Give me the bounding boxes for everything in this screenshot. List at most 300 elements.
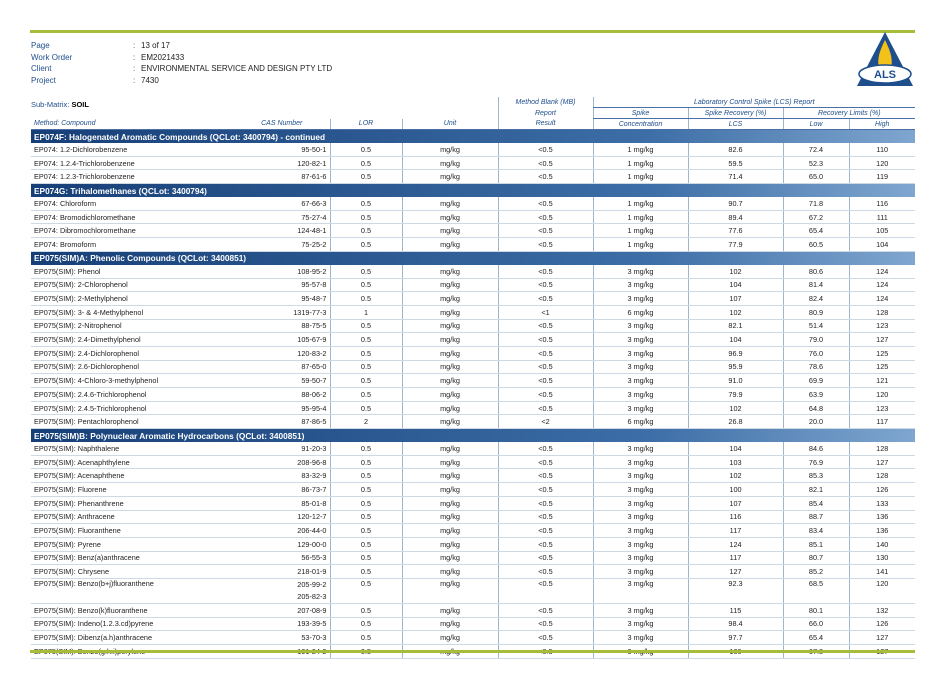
compound-cell: EP075(SIM): Phenanthrene xyxy=(31,496,234,510)
section-header xyxy=(31,429,915,443)
compound-cell: EP075(SIM): 2-Methylphenol xyxy=(31,292,234,306)
lor-cell: 0.5 xyxy=(330,578,402,603)
lcs-cell: 96.9 xyxy=(688,346,783,360)
cas-number-cell: 108-95-2 xyxy=(234,265,330,278)
high-cell: 120 xyxy=(849,578,915,603)
unit-cell: mg/kg xyxy=(402,401,498,415)
low-cell: 20.0 xyxy=(783,415,849,429)
table-row xyxy=(31,197,915,210)
high-cell: 111 xyxy=(849,210,915,224)
low-cell: 64.8 xyxy=(783,401,849,415)
table-row xyxy=(31,265,915,278)
compound-cell: EP075(SIM): 2.4-Dichlorophenol xyxy=(31,346,234,360)
lor-cell: 0.5 xyxy=(330,631,402,645)
lcs-cell: 104 xyxy=(688,333,783,347)
lor-cell: 0.5 xyxy=(330,265,402,278)
lcs-cell: 117 xyxy=(688,551,783,565)
result-cell: <0.5 xyxy=(498,578,593,603)
unit-cell: mg/kg xyxy=(402,319,498,333)
table-row xyxy=(31,143,915,156)
compound-cell: EP075(SIM): Naphthalene xyxy=(31,442,234,455)
low-cell: 85.4 xyxy=(783,496,849,510)
table-row xyxy=(31,455,915,469)
result-cell: <0.5 xyxy=(498,442,593,455)
concentration-cell: 3 mg/kg xyxy=(593,265,688,278)
unit-cell: mg/kg xyxy=(402,278,498,292)
lor-cell: 0.5 xyxy=(330,170,402,184)
work-order-value: EM2021433 xyxy=(141,52,185,62)
lor-cell: 0.5 xyxy=(330,401,402,415)
compound-cell: EP075(SIM): Indeno(1.2.3.cd)pyrene xyxy=(31,617,234,631)
concentration-cell: 3 mg/kg xyxy=(593,401,688,415)
low-cell: 72.4 xyxy=(783,143,849,156)
concentration-cell: 6 mg/kg xyxy=(593,415,688,429)
table-row xyxy=(31,578,915,603)
cas-number-cell: 75-27-4 xyxy=(234,210,330,224)
high-cell: 136 xyxy=(849,510,915,524)
high-cell: 128 xyxy=(849,469,915,483)
high-cell: 119 xyxy=(849,170,915,184)
table-row xyxy=(31,603,915,617)
cas-number-cell: 218-01-9 xyxy=(234,565,330,579)
lor-cell: 0.5 xyxy=(330,483,402,497)
project-label: Project xyxy=(31,76,56,86)
compound-cell: EP075(SIM): Phenol xyxy=(31,265,234,278)
lor-cell: 0.5 xyxy=(330,496,402,510)
result-cell: <0.5 xyxy=(498,224,593,238)
compound-cell: EP075(SIM): 3- & 4-Methylphenol xyxy=(31,305,234,319)
concentration-cell: 3 mg/kg xyxy=(593,603,688,617)
high-cell: 121 xyxy=(849,374,915,388)
cas-number-cell: 205-99-2 205-82-3 xyxy=(234,578,330,603)
logo-text: ALS xyxy=(874,69,896,81)
low-cell: 76.0 xyxy=(783,346,849,360)
high-col-header: High xyxy=(849,119,915,130)
unit-cell: mg/kg xyxy=(402,388,498,402)
table-row xyxy=(31,319,915,333)
compound-cell: EP074: Bromodichloromethane xyxy=(31,210,234,224)
unit-cell: mg/kg xyxy=(402,469,498,483)
compound-cell: EP075(SIM): 4-Chloro-3-methylphenol xyxy=(31,374,234,388)
als-logo xyxy=(855,30,915,88)
result-cell: <1 xyxy=(498,305,593,319)
high-cell: 128 xyxy=(849,305,915,319)
lor-cell: 0.5 xyxy=(330,603,402,617)
lcs-cell: 107 xyxy=(688,496,783,510)
result-cell: <0.5 xyxy=(498,197,593,210)
unit-cell: mg/kg xyxy=(402,483,498,497)
result-cell: <0.5 xyxy=(498,238,593,252)
lcs-cell: 104 xyxy=(688,278,783,292)
high-cell: 127 xyxy=(849,333,915,347)
lcs-cell: 95.9 xyxy=(688,360,783,374)
result-cell: <0.5 xyxy=(498,455,593,469)
concentration-cell: 3 mg/kg xyxy=(593,565,688,579)
cas-number-cell: 120-83-2 xyxy=(234,346,330,360)
table-row xyxy=(31,156,915,170)
compound-cell: EP075(SIM): Chrysene xyxy=(31,565,234,579)
result-cell: <0.5 xyxy=(498,143,593,156)
low-cell: 76.9 xyxy=(783,455,849,469)
low-cell: 68.5 xyxy=(783,578,849,603)
recovery-limits-heading: Recovery Limits (%) xyxy=(783,108,915,119)
lcs-cell: 116 xyxy=(688,510,783,524)
table-row xyxy=(31,537,915,551)
lor-cell: 0.5 xyxy=(330,346,402,360)
unit-cell: mg/kg xyxy=(402,360,498,374)
cas-number-cell: 120-12-7 xyxy=(234,510,330,524)
unit-cell: mg/kg xyxy=(402,524,498,538)
client-label: Client xyxy=(31,64,52,74)
concentration-cell: 3 mg/kg xyxy=(593,524,688,538)
cas-number-cell: 193-39-5 xyxy=(234,617,330,631)
cas-number-cell: 91-20-3 xyxy=(234,442,330,455)
compound-cell: EP075(SIM): 2-Nitrophenol xyxy=(31,319,234,333)
high-cell: 128 xyxy=(849,442,915,455)
cas-number-cell: 87-61-6 xyxy=(234,170,330,184)
spike-recovery-heading: Spike Recovery (%) xyxy=(688,108,783,119)
low-cell: 85.2 xyxy=(783,565,849,579)
high-cell: 136 xyxy=(849,524,915,538)
table-row xyxy=(31,524,915,538)
unit-cell: mg/kg xyxy=(402,415,498,429)
result-cell: <0.5 xyxy=(498,278,593,292)
table-row xyxy=(31,278,915,292)
result-cell: <0.5 xyxy=(498,374,593,388)
lcs-cell: 115 xyxy=(688,603,783,617)
cas-number-cell: 87-86-5 xyxy=(234,415,330,429)
unit-cell: mg/kg xyxy=(402,496,498,510)
compound-cell: EP074: 1.2.4-Trichlorobenzene xyxy=(31,156,234,170)
cas-number-cell: 85-01-8 xyxy=(234,496,330,510)
high-cell: 120 xyxy=(849,156,915,170)
lcs-cell: 26.8 xyxy=(688,415,783,429)
lor-cell: 0.5 xyxy=(330,319,402,333)
low-cell: 80.6 xyxy=(783,265,849,278)
compound-cell: EP075(SIM): 2.4.5-Trichlorophenol xyxy=(31,401,234,415)
table-row xyxy=(31,401,915,415)
result-cell: <0.5 xyxy=(498,603,593,617)
low-cell: 67.2 xyxy=(783,210,849,224)
lor-cell: 0.5 xyxy=(330,360,402,374)
result-cell: <0.5 xyxy=(498,469,593,483)
compound-cell: EP075(SIM): Benz(a)anthracene xyxy=(31,551,234,565)
low-cell: 80.9 xyxy=(783,305,849,319)
low-cell: 82.1 xyxy=(783,483,849,497)
concentration-cell: 1 mg/kg xyxy=(593,197,688,210)
concentration-cell: 1 mg/kg xyxy=(593,170,688,184)
table-row xyxy=(31,617,915,631)
table-row xyxy=(31,388,915,402)
section-header xyxy=(31,184,915,198)
lcs-cell: 77.9 xyxy=(688,238,783,252)
cas-number-cell: 95-48-7 xyxy=(234,292,330,306)
unit-cell: mg/kg xyxy=(402,224,498,238)
high-cell: 130 xyxy=(849,551,915,565)
high-cell: 125 xyxy=(849,346,915,360)
cas-number-cell: 129-00-0 xyxy=(234,537,330,551)
low-cell: 81.4 xyxy=(783,278,849,292)
lcs-cell: 103 xyxy=(688,455,783,469)
result-cell: <0.5 xyxy=(498,551,593,565)
high-cell: 132 xyxy=(849,603,915,617)
lcs-cell: 117 xyxy=(688,524,783,538)
compound-cell: EP074: Dibromochloromethane xyxy=(31,224,234,238)
cas-number-cell: 208-96-8 xyxy=(234,455,330,469)
lcs-cell: 102 xyxy=(688,305,783,319)
table-row xyxy=(31,442,915,455)
high-cell: 126 xyxy=(849,483,915,497)
high-cell: 133 xyxy=(849,496,915,510)
result-cell: <0.5 xyxy=(498,265,593,278)
concentration-cell: 3 mg/kg xyxy=(593,292,688,306)
low-cell: 69.9 xyxy=(783,374,849,388)
table-row xyxy=(31,415,915,429)
result-cell: <0.5 xyxy=(498,524,593,538)
lor-cell: 0.5 xyxy=(330,224,402,238)
low-cell: 84.6 xyxy=(783,442,849,455)
mb-report-heading: Method Blank (MB) xyxy=(498,97,593,108)
unit-cell: mg/kg xyxy=(402,442,498,455)
table-row xyxy=(31,360,915,374)
compound-cell: EP075(SIM): Acenaphthylene xyxy=(31,455,234,469)
work-order-label: Work Order xyxy=(31,52,73,62)
concentration-cell: 3 mg/kg xyxy=(593,333,688,347)
concentration-cell: 3 mg/kg xyxy=(593,278,688,292)
concentration-cell: 3 mg/kg xyxy=(593,510,688,524)
report-header: Page : 13 of 17 Work Order : EM2021433 Client : ENVIRONMENTAL SERVICE AND DESIGN PTY LTD Project : 7430 xyxy=(31,41,333,86)
lor-cell: 0.5 xyxy=(330,374,402,388)
lcs-cell: 124 xyxy=(688,537,783,551)
page-label: Page xyxy=(31,41,50,50)
low-col-header: Low xyxy=(783,119,849,130)
result-cell: <0.5 xyxy=(498,346,593,360)
low-cell: 51.4 xyxy=(783,319,849,333)
compound-cell: EP075(SIM): Benzo(b+j)fluoranthene xyxy=(31,578,234,603)
lor-cell: 0.5 xyxy=(330,551,402,565)
cas-number-cell: 95-57-8 xyxy=(234,278,330,292)
lor-cell: 0.5 xyxy=(330,292,402,306)
result-cell: <0.5 xyxy=(498,631,593,645)
lor-cell: 0.5 xyxy=(330,537,402,551)
cas-number-cell: 88-75-5 xyxy=(234,319,330,333)
cas-number-cell: 75-25-2 xyxy=(234,238,330,252)
result-cell: <0.5 xyxy=(498,617,593,631)
low-cell: 60.5 xyxy=(783,238,849,252)
cas-number-cell: 67-66-3 xyxy=(234,197,330,210)
high-cell: 120 xyxy=(849,388,915,402)
lcs-cell: 91.0 xyxy=(688,374,783,388)
result-cell: <0.5 xyxy=(498,565,593,579)
concentration-cell: 1 mg/kg xyxy=(593,238,688,252)
low-cell: 65.4 xyxy=(783,224,849,238)
compound-cell: EP075(SIM): Anthracene xyxy=(31,510,234,524)
result-cell: <0.5 xyxy=(498,156,593,170)
concentration-cell: 3 mg/kg xyxy=(593,374,688,388)
unit-cell: mg/kg xyxy=(402,537,498,551)
lcs-cell: 127 xyxy=(688,565,783,579)
lor-cell: 0.5 xyxy=(330,524,402,538)
lor-cell: 0.5 xyxy=(330,617,402,631)
table-row xyxy=(31,374,915,388)
cas-number-cell: 124-48-1 xyxy=(234,224,330,238)
table-row xyxy=(31,333,915,347)
cas-number-cell: 87-65-0 xyxy=(234,360,330,374)
spike-heading: Spike xyxy=(593,108,688,119)
bottom-rule xyxy=(30,650,915,653)
unit-cell: mg/kg xyxy=(402,565,498,579)
client-value: ENVIRONMENTAL SERVICE AND DESIGN PTY LTD xyxy=(141,64,333,74)
low-cell: 78.6 xyxy=(783,360,849,374)
lor-cell: 0.5 xyxy=(330,469,402,483)
cas-number-cell: 206-44-0 xyxy=(234,524,330,538)
lor-cell: 0.5 xyxy=(330,143,402,156)
compound-cell: EP074: 1.2.3-Trichlorobenzene xyxy=(31,170,234,184)
concentration-cell: 3 mg/kg xyxy=(593,360,688,374)
compound-cell: EP075(SIM): Fluorene xyxy=(31,483,234,497)
unit-cell: mg/kg xyxy=(402,603,498,617)
lcs-cell: 102 xyxy=(688,401,783,415)
section-title: EP075(SIM)B: Polynuclear Aromatic Hydrocarbons (QCLot: 3400851) xyxy=(31,429,915,443)
section-header xyxy=(31,251,915,265)
low-cell: 83.4 xyxy=(783,524,849,538)
high-cell: 126 xyxy=(849,617,915,631)
compound-cell: EP074: Bromoform xyxy=(31,238,234,252)
unit-cell: mg/kg xyxy=(402,156,498,170)
concentration-cell: 1 mg/kg xyxy=(593,156,688,170)
lor-cell: 1 xyxy=(330,305,402,319)
cas-number-cell: 105-67-9 xyxy=(234,333,330,347)
cas-number-cell: 56-55-3 xyxy=(234,551,330,565)
low-cell: 88.7 xyxy=(783,510,849,524)
concentration-cell: 1 mg/kg xyxy=(593,224,688,238)
high-cell: 127 xyxy=(849,631,915,645)
unit-cell: mg/kg xyxy=(402,578,498,603)
lcs-cell: 82.6 xyxy=(688,143,783,156)
qc-table xyxy=(31,97,915,659)
result-cell: <0.5 xyxy=(498,483,593,497)
table-row xyxy=(31,210,915,224)
low-cell: 65.0 xyxy=(783,170,849,184)
concentration-cell: 3 mg/kg xyxy=(593,631,688,645)
table-row xyxy=(31,292,915,306)
low-cell: 85.3 xyxy=(783,469,849,483)
concentration-cell: 3 mg/kg xyxy=(593,319,688,333)
unit-cell: mg/kg xyxy=(402,346,498,360)
concentration-cell: 3 mg/kg xyxy=(593,455,688,469)
result-col-header: Result xyxy=(498,119,593,130)
concentration-cell: 6 mg/kg xyxy=(593,305,688,319)
lcs-cell: 90.7 xyxy=(688,197,783,210)
unit-cell: mg/kg xyxy=(402,617,498,631)
table-row xyxy=(31,631,915,645)
compound-cell: EP075(SIM): Benzo(k)fluoranthene xyxy=(31,603,234,617)
compound-cell: EP075(SIM): Pyrene xyxy=(31,537,234,551)
lor-col-header: LOR xyxy=(330,119,402,130)
result-cell: <0.5 xyxy=(498,537,593,551)
low-cell: 71.8 xyxy=(783,197,849,210)
low-cell: 52.3 xyxy=(783,156,849,170)
table-row xyxy=(31,551,915,565)
low-cell: 85.1 xyxy=(783,537,849,551)
result-cell: <0.5 xyxy=(498,292,593,306)
section-title: EP074F: Halogenated Aromatic Compounds (QCLot: 3400794) - continued xyxy=(31,130,915,144)
concentration-cell: 3 mg/kg xyxy=(593,346,688,360)
lcs-cell: 97.7 xyxy=(688,631,783,645)
high-cell: 123 xyxy=(849,319,915,333)
cas-number-cell: 207-08-9 xyxy=(234,603,330,617)
lor-cell: 0.5 xyxy=(330,388,402,402)
low-cell: 63.9 xyxy=(783,388,849,402)
compound-cell: EP075(SIM): Fluoranthene xyxy=(31,524,234,538)
table-row xyxy=(31,305,915,319)
low-cell: 80.7 xyxy=(783,551,849,565)
table-body xyxy=(31,130,915,659)
concentration-cell: 3 mg/kg xyxy=(593,469,688,483)
unit-cell: mg/kg xyxy=(402,374,498,388)
compound-cell: EP075(SIM): Dibenz(a.h)anthracene xyxy=(31,631,234,645)
lcs-cell: 104 xyxy=(688,442,783,455)
compound-cell: EP075(SIM): 2.4.6-Trichlorophenol xyxy=(31,388,234,402)
low-cell: 79.0 xyxy=(783,333,849,347)
compound-cell: EP075(SIM): 2.6-Dichlorophenol xyxy=(31,360,234,374)
table-row xyxy=(31,346,915,360)
lcs-cell: 107 xyxy=(688,292,783,306)
mb-report-heading-2: Report xyxy=(498,108,593,119)
high-cell: 141 xyxy=(849,565,915,579)
unit-cell: mg/kg xyxy=(402,210,498,224)
compound-cell: EP075(SIM): 2-Chlorophenol xyxy=(31,278,234,292)
concentration-cell: 3 mg/kg xyxy=(593,578,688,603)
table-row xyxy=(31,224,915,238)
high-cell: 124 xyxy=(849,292,915,306)
high-cell: 140 xyxy=(849,537,915,551)
high-cell: 127 xyxy=(849,455,915,469)
unit-cell: mg/kg xyxy=(402,631,498,645)
lor-cell: 2 xyxy=(330,415,402,429)
unit-cell: mg/kg xyxy=(402,333,498,347)
result-cell: <2 xyxy=(498,415,593,429)
table-row xyxy=(31,170,915,184)
unit-cell: mg/kg xyxy=(402,170,498,184)
compound-cell: EP075(SIM): Acenaphthene xyxy=(31,469,234,483)
lcs-cell: 92.3 xyxy=(688,578,783,603)
cas-number-cell: 95-50-1 xyxy=(234,143,330,156)
project-value: 7430 xyxy=(141,76,159,86)
lor-cell: 0.5 xyxy=(330,510,402,524)
section-title: EP074G: Trihalomethanes (QCLot: 3400794) xyxy=(31,184,915,198)
concentration-col-header: Concentration xyxy=(593,119,688,130)
cas-col-header: CAS Number xyxy=(234,119,330,130)
table-row xyxy=(31,238,915,252)
section-header xyxy=(31,130,915,144)
unit-col-header: Unit xyxy=(402,119,498,130)
table-row xyxy=(31,469,915,483)
lor-cell: 0.5 xyxy=(330,197,402,210)
result-cell: <0.5 xyxy=(498,210,593,224)
sub-matrix-value: SOIL xyxy=(71,100,89,109)
unit-cell: mg/kg xyxy=(402,265,498,278)
lor-cell: 0.5 xyxy=(330,210,402,224)
page-value: 13 of 17 xyxy=(141,41,170,50)
lcs-cell: 98.4 xyxy=(688,617,783,631)
result-cell: <0.5 xyxy=(498,333,593,347)
concentration-cell: 3 mg/kg xyxy=(593,537,688,551)
unit-cell: mg/kg xyxy=(402,551,498,565)
compound-cell: EP075(SIM): Pentachlorophenol xyxy=(31,415,234,429)
top-rule xyxy=(30,30,915,33)
concentration-cell: 3 mg/kg xyxy=(593,483,688,497)
